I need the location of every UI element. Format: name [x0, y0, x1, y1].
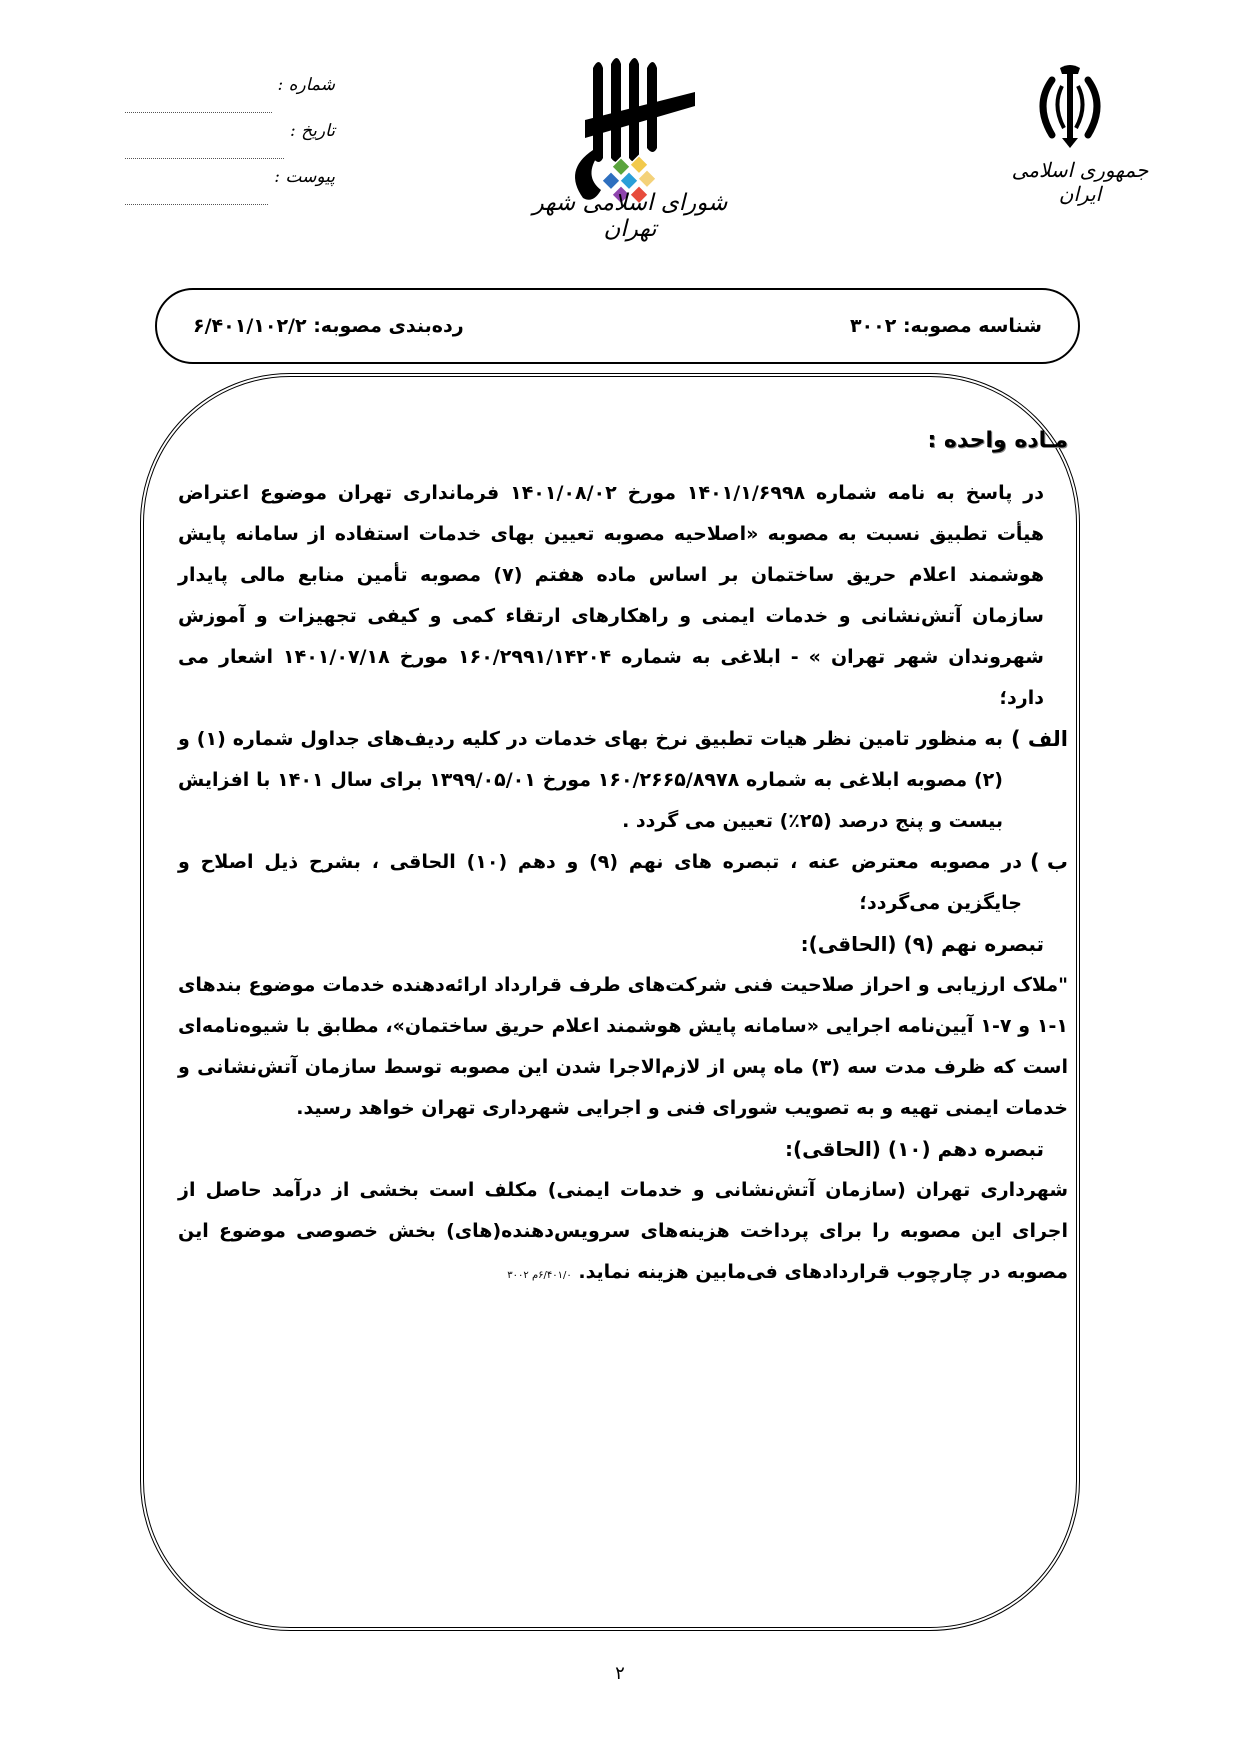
resolution-id: شناسه مصوبه: ۳۰۰۲: [849, 315, 1042, 337]
clause-marker: ب ): [1029, 850, 1068, 874]
clause-be: [178, 842, 1068, 924]
reference-tag: ۶/۴۰۱/۰م ۳۰۰۲: [507, 1270, 572, 1281]
note-9-text: "ملاک ارزیابی و احراز صلاحیت فنی شرکت‌های طرف قرارداد ارائه‌دهنده خدمات موضوع بندهای ۱-۱ و ۷-۱ آیین‌نامه اجرایی «سامانه پایش هوشمند اعلام حریق ساختمان»، مطابق با شیوه‌نامه‌ای است که ظرف مدت سه (۳) ماه پس از لازم‌الاجرا شدن این مصوبه توسط سازمان آتش‌نشانی و خدمات ایمنی تهیه و به تصویب شورای فنی و اجرایی شهرداری تهران خواهد رسید.: [178, 974, 1068, 1119]
clause-alef: [178, 719, 1068, 842]
intro-paragraph: در پاسخ به نامه شماره ۱۴۰۱/۱/۶۹۹۸ مورخ ۱۴۰۱/۰۸/۰۲ فرمانداری تهران موضوع اعتراض هیأت تطبیق نسبت به مصوبه «اصلاحیه مصوبه تعیین بهای خدمات استفاده از سامانه پایش هوشمند اعلام حریق ساختمان بر اساس ماده هفتم (۷) مصوبه تأمین منابع مالی پایدار سازمان آتش‌نشانی و خدمات ایمنی و راهکارهای ارتقاء کمی و کیفی تجهیزات و آموزش شهروندان شهر تهران » - ابلاغی به شماره ۱۶۰/۲۹۹۱/۱۴۲۰۴ مورخ ۱۴۰۱/۰۷/۱۸ اشعار می دارد؛: [178, 482, 1044, 709]
attachment-label: پیوست :: [274, 167, 335, 187]
attachment-field: [125, 167, 335, 213]
clause-text: در مصوبه معترض عنه ، تبصره های نهم (۹) و دهم (۱۰) الحاقی ، بشرح ذیل اصلاح و جایگزین می‌گردد؛: [178, 851, 1022, 914]
note-10-paragraph: [178, 1170, 1068, 1296]
resolution-classification: رده‌بندی مصوبه: ۶/۴۰۱/۱۰۲/۲: [193, 315, 464, 337]
page-number: ۲: [615, 1663, 625, 1684]
council-name: شورای اسلامی شهر تهران: [532, 190, 728, 242]
resolution-id-box: [155, 288, 1080, 364]
clause-marker: الف ): [1010, 727, 1068, 751]
date-field: [125, 121, 335, 167]
number-label: شماره :: [277, 75, 335, 95]
attachment-line: [125, 203, 268, 205]
date-line: [125, 157, 284, 159]
number-field: [125, 75, 335, 121]
note-10-text: شهرداری تهران (سازمان آتش‌نشانی و خدمات ایمنی) مکلف است بخشی از درآمد حاصل از اجرای این مصوبه را برای پرداخت هزینه‌های سرویس‌دهنده(های) بخش خصوصی موضوع این مصوبه در چارچوب قراردادهای فی‌مابین هزینه نماید.: [178, 1179, 1068, 1283]
clause-text: به منظور تامین نظر هیات تطبیق نرخ بهای خدمات در کلیه ردیف‌های جداول شماره (۱) و (۲) مصوبه ابلاغی به شماره ۱۶۰/۲۶۶۵/۸۹۷۸ مورخ ۱۳۹۹/۰۵/۰۱ برای سال ۱۴۰۱ با افزایش بیست و پنج درصد (۲۵٪) تعیین می گردد .: [178, 728, 1003, 832]
note-9-title: تبصره نهم (۹) (الحاقی):: [800, 932, 1044, 956]
reference-fields: [125, 75, 335, 213]
national-emblem-icon: [1030, 60, 1110, 150]
republic-name: جمهوری اسلامی ایران: [1011, 158, 1149, 206]
note-10-title: تبصره دهم (۱۰) (الحاقی):: [785, 1137, 1044, 1161]
article-title: مـاده واحده :: [927, 428, 1068, 453]
number-line: [125, 111, 272, 113]
resolution-body: [178, 420, 1068, 1296]
date-label: تاریخ :: [290, 121, 335, 141]
